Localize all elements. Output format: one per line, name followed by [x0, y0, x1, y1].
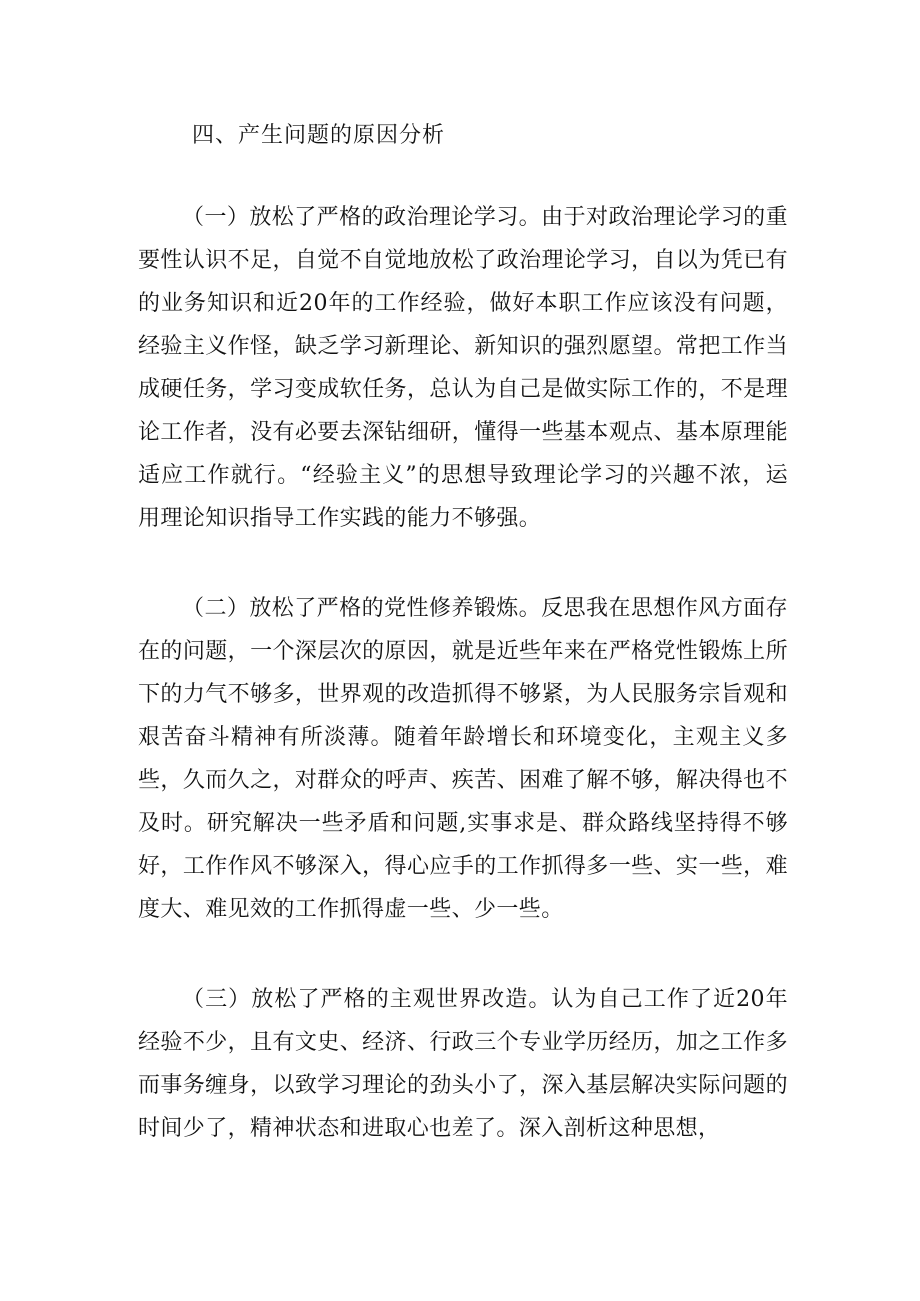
paragraph-political-theory: （一）放松了严格的政治理论学习。由于对政治理论学习的重要性认识不足，自觉不自觉地放松了政治理论学习，自以为凭已有的业务知识和近20年的工作经验，做好本职工作应该没有问题，经验主义作怪，缺乏学习新理论、新知识的强烈愿望。常把工作当成硬任务，学习变成软任务，总认为自己是做实际工作的，不是理论工作者，没有必要去深钻细研，懂得一些基本观点、基本原理能适应工作就行。“经验主义”的思想导致理论学习的兴趣不浓，运用理论知识指导工作实践的能力不够强。	[138, 205, 788, 531]
paragraph-subjective-world: （三）放松了严格的主观世界改造。认为自己工作了近20年经验不少，且有文史、经济、行政三个专业学历经历，加之工作多而事务缠身，以致学习理论的劲头小了，深入基层解决实际问题的时间少了，精神状态和进取心也差了。深入剖析这种思想，	[138, 987, 788, 1141]
section-heading: 四、产生问题的原因分析	[192, 123, 446, 148]
paragraph-party-spirit: （二）放松了严格的党性修养锻炼。反思我在思想作风方面存在的问题，一个深层次的原因，就是近些年来在严格党性锻炼上所下的力气不够多，世界观的改造抓得不够紧，为人民服务宗旨观和艰苦奋斗精神有所淡薄。随着年龄增长和环境变化，主观主义多些，久而久之，对群众的呼声、疾苦、困难了解不够，解决得也不及时。研究解决一些矛盾和问题,实事求是、群众路线坚持得不够好，工作作风不够深入，得心应手的工作抓得多一些、实一些，难度大、难见效的工作抓得虚一些、少一些。	[138, 596, 788, 922]
